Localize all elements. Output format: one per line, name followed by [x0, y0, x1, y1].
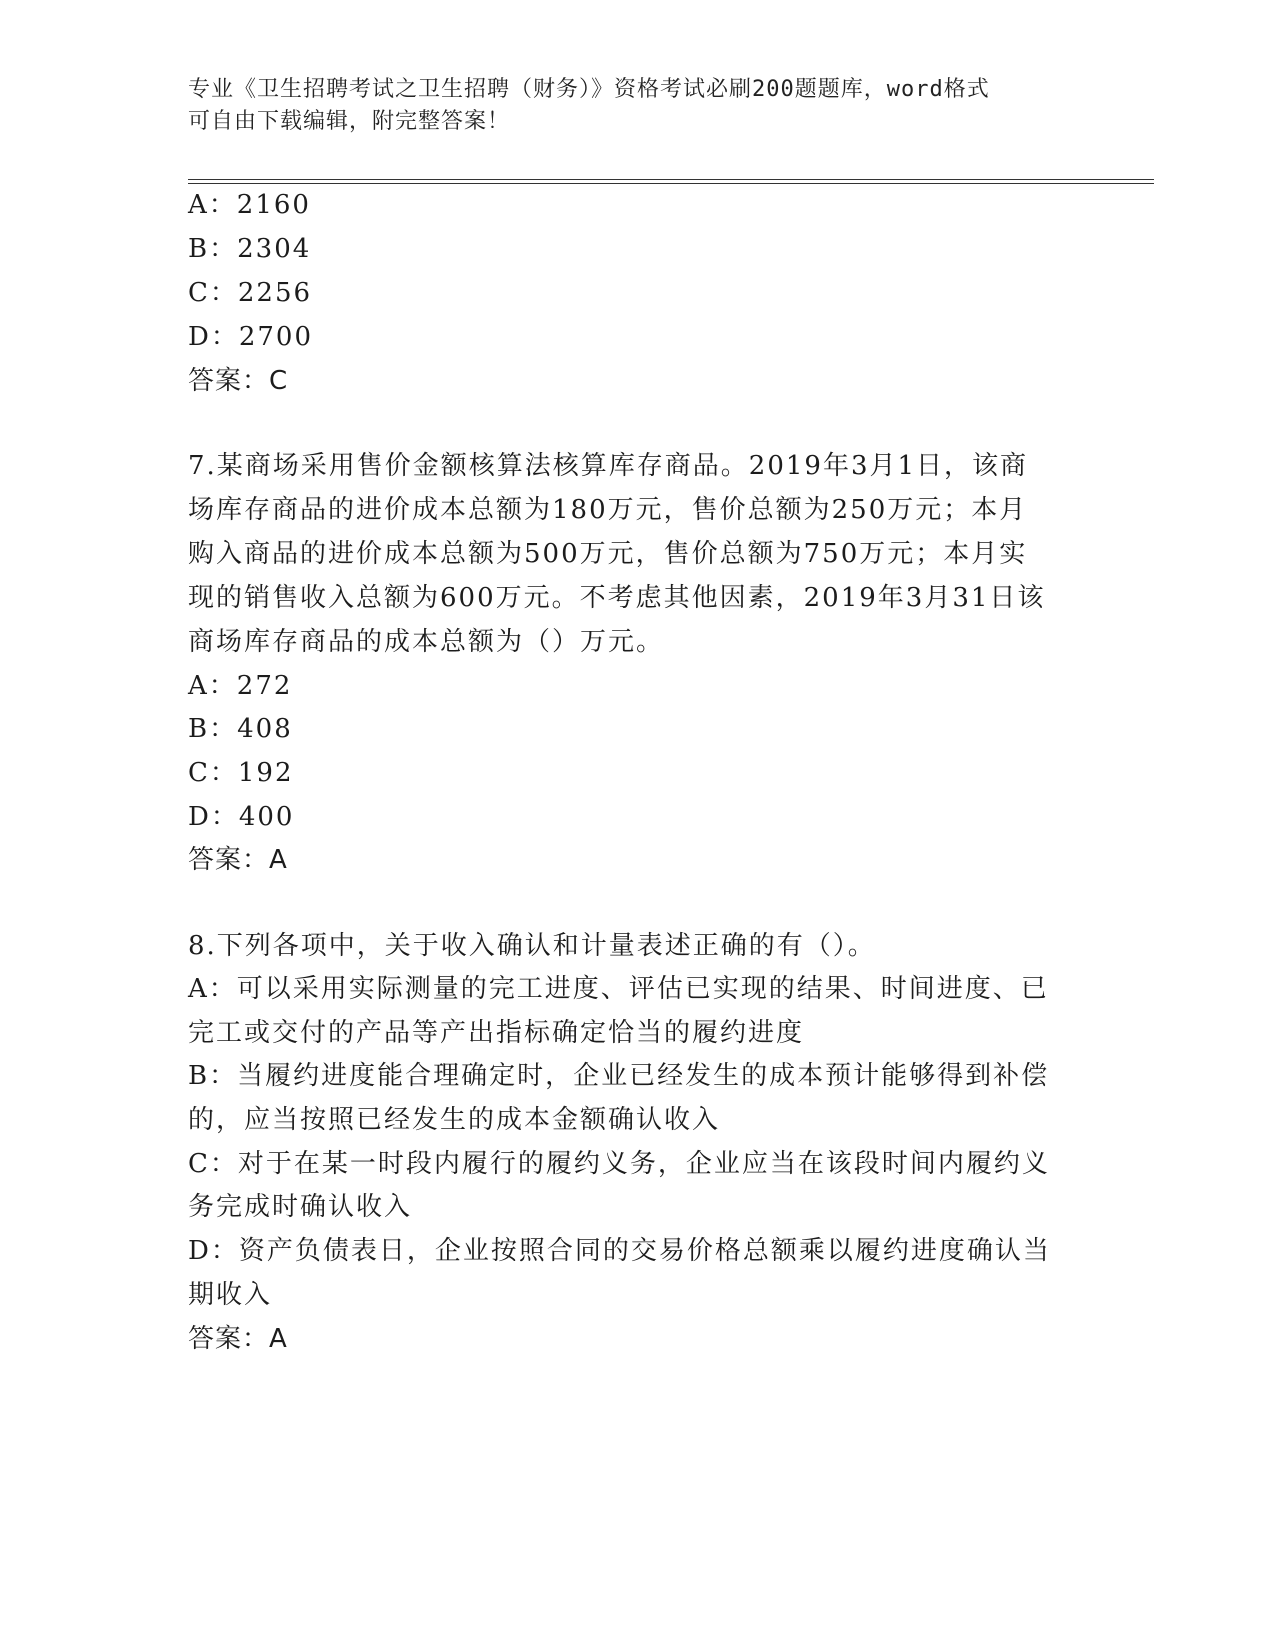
q8-option-b-line: 的，应当按照已经发生的成本金额确认收入	[188, 1105, 721, 1135]
q6-option-c: C：2256	[188, 278, 313, 308]
q7-stem-line: 7.某商场采用售价金额核算法核算库存商品。2019年3月1日，该商	[188, 451, 1029, 481]
q8-stem: 8.下列各项中，关于收入确认和计量表述正确的有（）。	[188, 931, 876, 961]
q8-option-a-line: 完工或交付的产品等产出指标确定恰当的履约进度	[188, 1018, 805, 1048]
q6-option-b: B：2304	[188, 234, 312, 264]
q8-answer: 答案：A	[188, 1324, 288, 1354]
q8-option-b-line: B：当履约进度能合理确定时，企业已经发生的成本预计能够得到补偿	[188, 1061, 1050, 1091]
q7-option-c: C：192	[188, 758, 294, 788]
header-divider-bottom	[188, 183, 1154, 184]
q6-option-a: A：2160	[188, 190, 311, 220]
q7-stem-line: 购入商品的进价成本总额为500万元，售价总额为750万元；本月实	[188, 539, 1028, 569]
q6-answer: 答案：C	[188, 366, 289, 396]
q8-option-c-line: C：对于在某一时段内履行的履约义务，企业应当在该段时间内履约义	[188, 1149, 1050, 1179]
q8-option-a-line: A：可以采用实际测量的完工进度、评估已实现的结果、时间进度、已	[188, 974, 1049, 1004]
q7-option-d: D：400	[188, 802, 295, 832]
header-line-1: 专业《卫生招聘考试之卫生招聘（财务）》资格考试必刷200题题库，word格式	[188, 77, 990, 102]
header-divider-top	[188, 179, 1154, 180]
q8-option-c-line: 务完成时确认收入	[188, 1192, 413, 1222]
page-header	[188, 74, 1088, 138]
q7-answer: 答案：A	[188, 845, 288, 875]
q8-option-d-line: 期收入	[188, 1280, 273, 1310]
q7-stem-line: 商场库存商品的成本总额为（）万元。	[188, 627, 665, 657]
q6-option-d: D：2700	[188, 322, 314, 352]
q7-stem-line: 现的销售收入总额为600万元。不考虑其他因素，2019年3月31日该	[188, 583, 1046, 613]
header-line-2: 可自由下载编辑，附完整答案！	[188, 109, 511, 134]
q7-option-a: A：272	[188, 671, 293, 701]
q7-stem-line: 场库存商品的进价成本总额为180万元，售价总额为250万元；本月	[188, 495, 1028, 525]
q8-option-d-line: D：资产负债表日，企业按照合同的交易价格总额乘以履约进度确认当	[188, 1236, 1051, 1266]
q7-option-b: B：408	[188, 714, 293, 744]
